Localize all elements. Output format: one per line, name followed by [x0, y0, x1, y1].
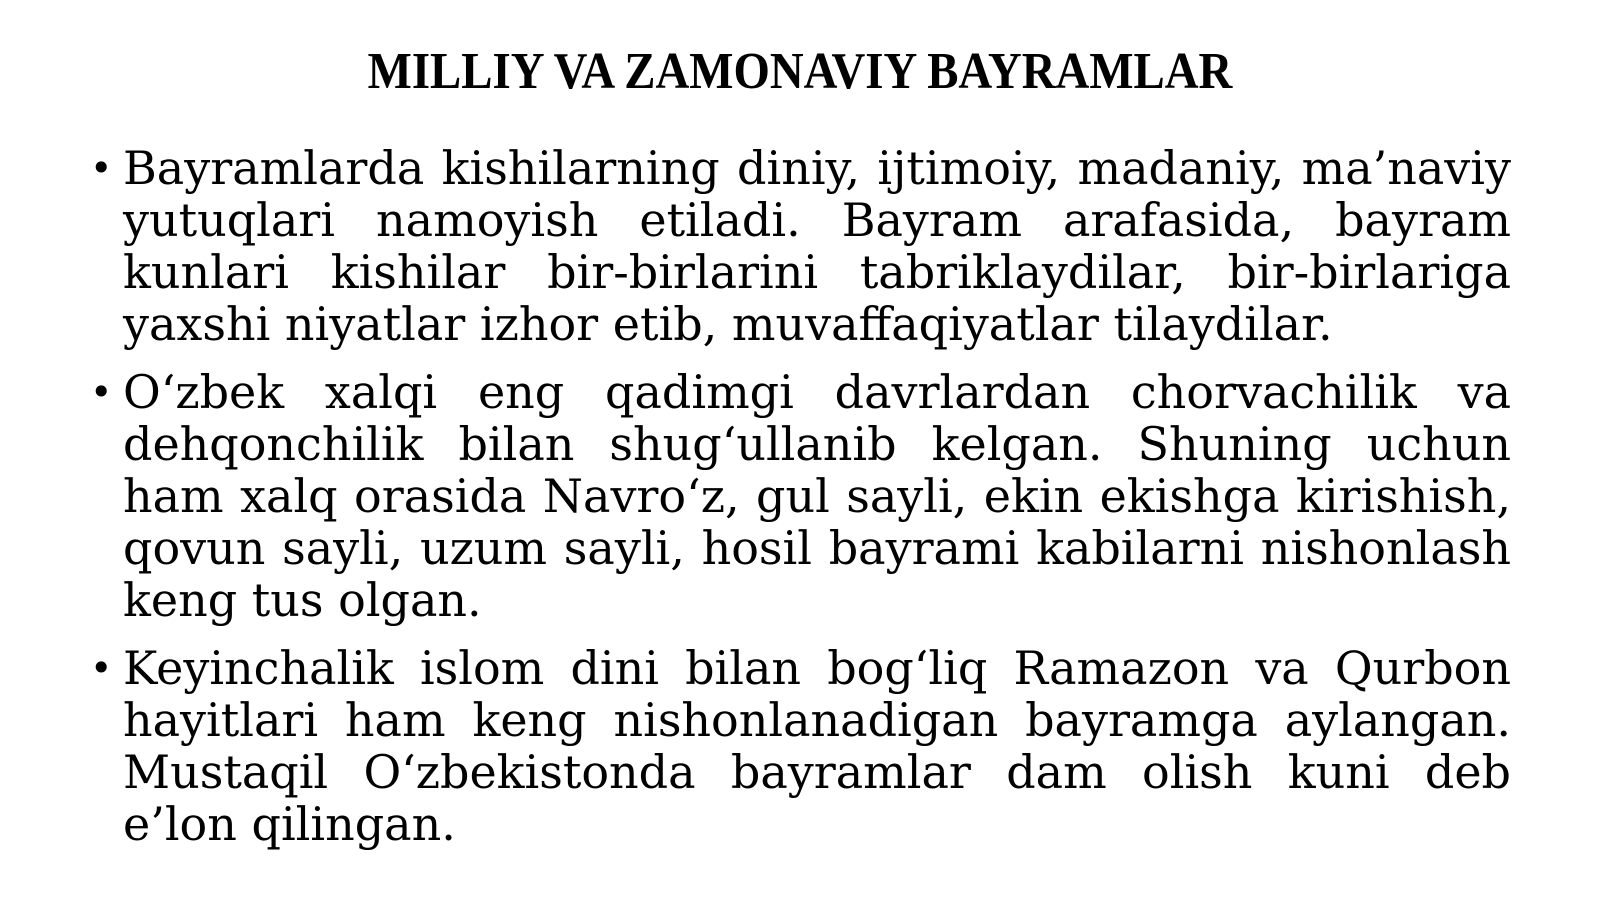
bullet-item [85, 366, 1511, 626]
bullet-icon: • [90, 146, 113, 190]
bullet-text: O‘zbek xalqi eng qadimgi davrlardan chorvachilik va dehqonchilik bilan shug‘ullanib kelgan. Shuning uchun ham xalq orasida Navro‘z, gul sayli, ekin ekishga kirishish, qovun sayli, uzum sayli, hosil bayrami kabilarni nishonlash keng tus olgan. [123, 365, 1511, 627]
slide-title: MILLIY VA ZAMONAVIY BAYRAMLAR [367, 43, 1233, 100]
bullet-list [85, 142, 1511, 866]
bullet-item [85, 142, 1511, 350]
bullet-text: Bayramlarda kishilarning diniy, ijtimoiy, madaniy, ma’naviy yutuqlari namoyish etiladi. Bayram arafasida, bayram kunlari kishilar bir-birlarini tabriklaydilar, bir-birlariga yaxshi niyatlar izhor etib, muvaffaqiyatlar tilaydilar. [123, 141, 1511, 351]
bullet-text: Keyinchalik islom dini bilan bog‘liq Ramazon va Qurbon hayitlari ham keng nishonlanadigan bayramga aylangan. Mustaqil O‘zbekistonda bayramlar dam olish kuni deb e’lon qilingan. [123, 641, 1511, 851]
bullet-item [85, 642, 1511, 850]
bullet-icon: • [90, 646, 113, 690]
bullet-icon: • [90, 370, 113, 414]
